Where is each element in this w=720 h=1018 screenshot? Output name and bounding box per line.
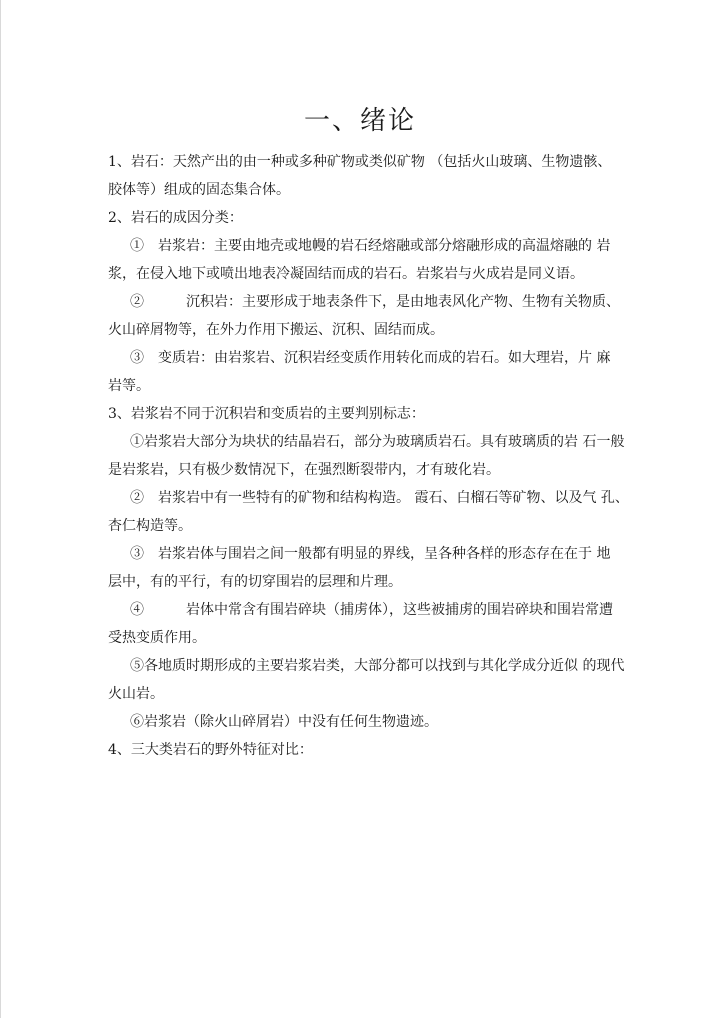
page-edge	[0, 0, 1, 1018]
text-line: ② 沉积岩：主要形成于地表条件下，是由地表风化产物、生物有关物质、	[130, 294, 620, 310]
text-line: ① 岩浆岩：主要由地壳或地幔的岩石经熔融或部分熔融形成的高温熔融的 岩	[130, 238, 611, 254]
text-line: 受热变质作用。	[108, 630, 206, 646]
text-line: 4、三大类岩石的野外特征对比：	[108, 742, 313, 758]
page-title: 一、绪论	[303, 106, 416, 136]
text-line: 火山岩。	[108, 686, 164, 702]
text-line: ⑥岩浆岩（除火山碎屑岩）中没有任何生物遗迹。	[130, 714, 438, 730]
text-line: 杏仁构造等。	[108, 518, 192, 534]
text-line: 层中，有的平行，有的切穿围岩的层理和片理。	[108, 574, 402, 590]
text-line: ⑤各地质时期形成的主要岩浆岩类，大部分都可以找到与其化学成分近似 的现代	[130, 658, 625, 674]
text-line: ④ 岩体中常含有围岩碎块（捕虏体），这些被捕虏的围岩碎块和围岩常遭	[130, 602, 613, 618]
text-line: 是岩浆岩，只有极少数情况下，在强烈断裂带内，才有玻化岩。	[108, 462, 500, 478]
text-line: 岩等。	[108, 378, 150, 394]
text-line: ② 岩浆岩中有一些特有的矿物和结构构造。 霞石、白榴石等矿物、以及气 孔、	[130, 490, 629, 506]
text-line: 3、岩浆岩不同于沉积岩和变质岩的主要判别标志：	[108, 406, 425, 422]
text-line: ③ 岩浆岩体与围岩之间一般都有明显的界线，呈各种各样的形态存在在于 地	[130, 546, 611, 562]
text-line: 2、岩石的成因分类：	[108, 210, 243, 226]
text-line: 胶体等）组成的固态集合体。	[108, 182, 290, 198]
text-line: ③ 变质岩：由岩浆岩、沉积岩经变质作用转化而成的岩石。如大理岩，片 麻	[130, 350, 611, 366]
text-line: 浆，在侵入地下或喷出地表冷凝固结而成的岩石。岩浆岩与火成岩是同义语。	[108, 266, 584, 282]
text-line: ①岩浆岩大部分为块状的结晶岩石，部分为玻璃质岩石。具有玻璃质的岩 石一般	[130, 434, 625, 450]
text-line: 1、岩石：天然产出的由一种或多种矿物或类似矿物 （包括火山玻璃、生物遗骸、	[108, 154, 612, 170]
text-line: 火山碎屑物等，在外力作用下搬运、沉积、固结而成。	[108, 322, 444, 338]
